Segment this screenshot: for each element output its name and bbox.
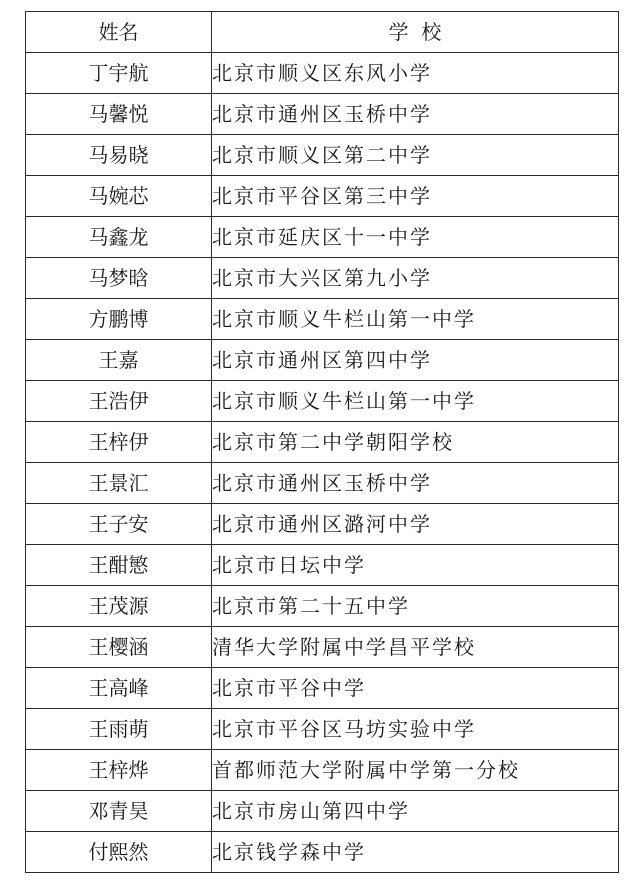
school-name: 北京市通州区潞河中学	[212, 504, 619, 545]
table-row	[26, 53, 619, 94]
student-name: 马婉芯	[26, 176, 212, 217]
student-name: 王浩伊	[26, 381, 212, 422]
student-name: 王高峰	[26, 668, 212, 709]
table-row	[26, 340, 619, 381]
student-name: 马鑫龙	[26, 217, 212, 258]
school-name: 北京市第二十五中学	[212, 586, 619, 627]
school-name: 北京市顺义牛栏山第一中学	[212, 381, 619, 422]
student-name: 马馨悦	[26, 94, 212, 135]
student-school-table	[25, 11, 619, 873]
student-name: 王梓烨	[26, 750, 212, 791]
student-name: 马易晓	[26, 135, 212, 176]
table-row	[26, 791, 619, 832]
table-row	[26, 135, 619, 176]
student-name: 丁宇航	[26, 53, 212, 94]
school-name: 北京市大兴区第九小学	[212, 258, 619, 299]
student-name: 王子安	[26, 504, 212, 545]
school-name: 北京市通州区玉桥中学	[212, 94, 619, 135]
table-row	[26, 381, 619, 422]
table-row	[26, 94, 619, 135]
student-name: 马梦晗	[26, 258, 212, 299]
table-row	[26, 586, 619, 627]
student-name: 王雨萌	[26, 709, 212, 750]
student-name: 方鹏博	[26, 299, 212, 340]
table-row	[26, 463, 619, 504]
student-name: 王樱涵	[26, 627, 212, 668]
school-name: 北京市通州区第四中学	[212, 340, 619, 381]
school-name: 北京市顺义区第二中学	[212, 135, 619, 176]
school-name: 北京市平谷区马坊实验中学	[212, 709, 619, 750]
school-name: 北京市房山第四中学	[212, 791, 619, 832]
table-row	[26, 504, 619, 545]
table-row	[26, 217, 619, 258]
school-name: 首都师范大学附属中学第一分校	[212, 750, 619, 791]
school-name: 北京市日坛中学	[212, 545, 619, 586]
header-school: 学 校	[212, 12, 619, 53]
school-name: 北京市通州区玉桥中学	[212, 463, 619, 504]
table-row	[26, 299, 619, 340]
school-name: 北京市平谷区第三中学	[212, 176, 619, 217]
header-name: 姓名	[26, 12, 212, 53]
school-name: 北京市顺义区东风小学	[212, 53, 619, 94]
table-row	[26, 422, 619, 463]
table-row	[26, 832, 619, 873]
table-row	[26, 627, 619, 668]
student-name: 邓青昊	[26, 791, 212, 832]
table-row	[26, 258, 619, 299]
table-row	[26, 668, 619, 709]
table-row	[26, 709, 619, 750]
table-row	[26, 545, 619, 586]
table-row	[26, 750, 619, 791]
student-name: 王景汇	[26, 463, 212, 504]
school-name: 北京市延庆区十一中学	[212, 217, 619, 258]
student-name: 王梓伊	[26, 422, 212, 463]
table-header-row	[26, 12, 619, 53]
school-name: 北京市平谷中学	[212, 668, 619, 709]
student-name: 王酣慜	[26, 545, 212, 586]
student-name: 王嘉	[26, 340, 212, 381]
school-name: 北京市第二中学朝阳学校	[212, 422, 619, 463]
school-name: 北京市顺义牛栏山第一中学	[212, 299, 619, 340]
student-name: 王茂源	[26, 586, 212, 627]
student-name: 付熙然	[26, 832, 212, 873]
table-row	[26, 176, 619, 217]
school-name: 北京钱学森中学	[212, 832, 619, 873]
school-name: 清华大学附属中学昌平学校	[212, 627, 619, 668]
